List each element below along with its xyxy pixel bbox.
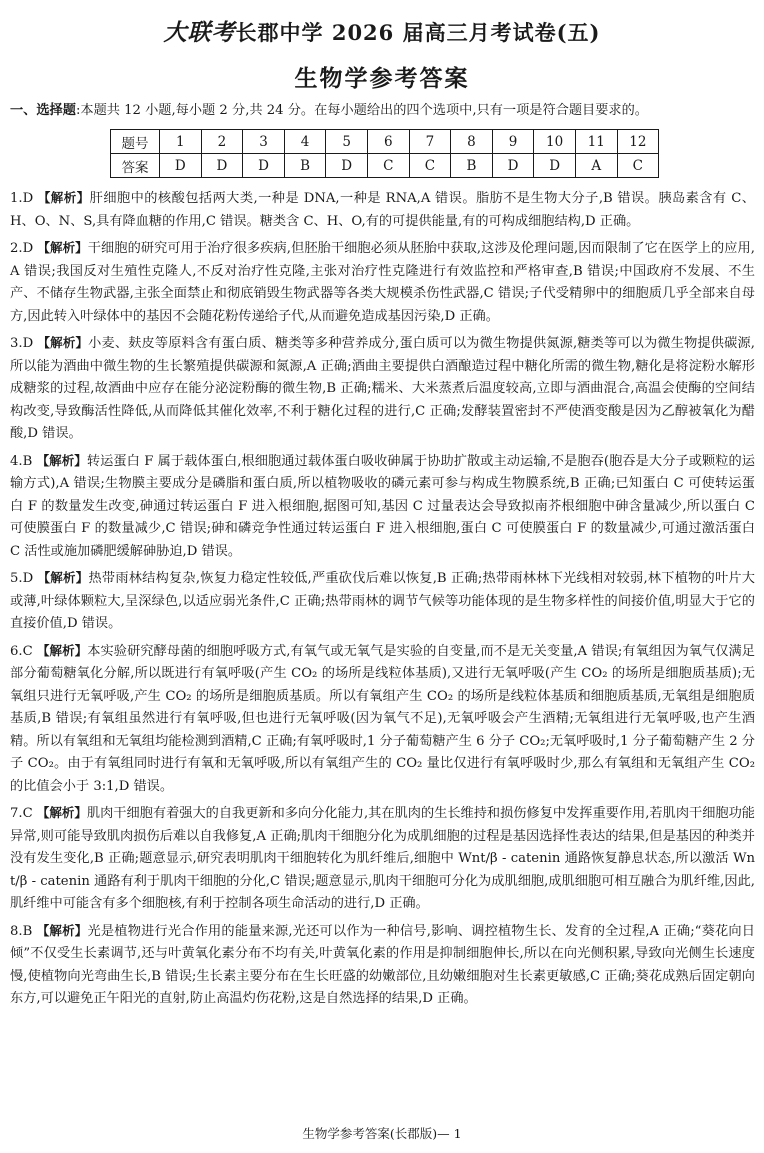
analysis-tag: 【解析】	[37, 240, 88, 255]
item-number: 4.B	[10, 453, 33, 469]
answer-cell: D	[160, 154, 202, 178]
item-text: 干细胞的研究可用于治疗很多疾病,但胚胎干细胞必须从胚胎中获取,这涉及伦理问题,因而限制了它在医学上的应用,A 错误;我国反对生殖性克隆人,不反对治疗性克隆,主张对治疗性克隆进行有效监控和严格审查,B 错误;中国政府不发展、不生产、不储存生物武器,主张全面禁止和彻底销毁生物武器等各类大规模杀伤性武器,C 错误;子代受精卵中的细胞质几乎全部来自母方,因此转入叶绿体中的基因不会随花粉传递给子代,从而避免造成基因污染,D 正确。	[10, 241, 755, 324]
answer-cell: C	[617, 154, 659, 178]
explanation-item	[10, 920, 755, 1011]
item-text: 肌肉干细胞有着强大的自我更新和多向分化能力,其在肌肉的生长维持和损伤修复中发挥重要作用,若肌肉干细胞功能异常,则可能导致肌肉损伤后难以自我修复,A 正确;肌肉干细胞分化为成肌细胞的过程是基因选择性表达的结果,但是基因的种类并没有发生变化,B 正确;题意显示,研究表明肌肉干细胞转化为肌纤维后,细胞中 Wnt/β - catenin 通路恢复静息状态,所以激活 Wnt/β - catenin 通路有利于肌肉干细胞的分化,C 错误;题意显示,肌肉干细胞可分化为成肌细胞,成肌细胞可相互融合为肌纤维,因此,肌纤维中可能含有多个细胞核,有利于控制各项生命活动的进行,D 正确。	[10, 806, 755, 911]
item-number: 8.B	[10, 923, 33, 939]
explanation-item	[10, 332, 755, 446]
answer-table-row-numbers	[111, 130, 659, 154]
document-title: 生物学参考答案	[294, 65, 470, 92]
answer-cell: D	[534, 154, 576, 178]
answer-cell: A	[575, 154, 617, 178]
analysis-tag: 【解析】	[37, 570, 89, 585]
item-number: 6.C	[10, 643, 33, 659]
question-number: 11	[575, 130, 617, 154]
answer-cell: C	[409, 154, 451, 178]
page-footer: 生物学参考答案(长郡版)— 1	[302, 1126, 462, 1141]
question-number: 8	[451, 130, 493, 154]
exam-header	[0, 14, 764, 47]
item-text: 小麦、麸皮等原料含有蛋白质、糖类等多种营养成分,蛋白质可以为微生物提供氮源,糖类等可以为微生物提供碳源,所以能为酒曲中微生物的生长繁殖提供碳源和氮源,A 正确;酒曲主要提供白酒酿造过程中糖化所需的微生物,糖化是将淀粉水解形成糖浆的过程,故酒曲中应存在能分泌淀粉酶的微生物,B 正确;糯米、大米蒸煮后温度较高,立即与酒曲混合,高温会使酶的空间结构改变,导致酶活性降低,从而降低其催化效率,不利于糖化过程的进行,C 正确;发酵装置密封不严使酒变酸是因为乙醇被氧化为醋酸,D 错误。	[10, 336, 755, 441]
exam-title: 长郡中学 2026 届高三月考试卷(五)	[235, 20, 601, 45]
analysis-tag: 【解析】	[37, 335, 89, 350]
question-number: 4	[284, 130, 326, 154]
question-number: 12	[617, 130, 659, 154]
explanation-item	[10, 187, 755, 233]
answer-cell: D	[243, 154, 285, 178]
question-number: 7	[409, 130, 451, 154]
item-text: 肝细胞中的核酸包括两大类,一种是 DNA,一种是 RNA,A 错误。脂肪不是生物大分子,B 错误。胰岛素含有 C、H、O、N、S,具有降血糖的作用,C 错误。糖类含 C、H、O,有的可提供能量,有的可构成细胞结构,D 正确。	[10, 191, 755, 229]
explanation-item	[10, 567, 755, 636]
question-number: 3	[243, 130, 285, 154]
section-heading	[10, 101, 758, 121]
answer-cell: B	[451, 154, 493, 178]
analysis-tag: 【解析】	[37, 190, 90, 205]
section-instructions: :本题共 12 小题,每小题 2 分,共 24 分。在每小题给出的四个选项中,只有一项是符合题目要求的。	[75, 103, 648, 118]
analysis-tag: 【解析】	[36, 805, 87, 820]
answer-table	[110, 129, 659, 178]
item-text: 转运蛋白 F 属于载体蛋白,根细胞通过载体蛋白吸收砷属于协助扩散或主动运输,不是胞吞(胞吞是大分子或颗粒的运输方式),A 错误;生物膜主要成分是磷脂和蛋白质,所以植物吸收的磷元素可参与构成生物膜系统,B 正确;已知蛋白 C 可使转运蛋白 F 的数量发生改变,砷通过转运蛋白 F 进入根细胞,据图可知,基因 C 过量表达会导致拟南芥根细胞中砷含量减少,所以蛋白 C 可使膜蛋白 F 的数量减少,C 错误;砷和磷竞争性通过转运蛋白 F 进入根细胞,蛋白 C 可使膜蛋白 F 的数量减少,可通过激活蛋白 C 活性或施加磷肥缓解砷胁迫,D 错误。	[10, 453, 755, 559]
item-text: 热带雨林结构复杂,恢复力稳定性较低,严重砍伐后难以恢复,B 正确;热带雨林林下光线相对较弱,林下植物的叶片大或薄,叶绿体颗粒大,呈深绿色,以适应弱光条件,C 正确;热带雨林的调节气候等功能体现的是生物多样性的间接价值,明显大于它的直接价值,D 错误。	[10, 571, 755, 631]
question-number: 5	[326, 130, 368, 154]
explanation-list	[10, 187, 755, 1015]
item-text: 光是植物进行光合作用的能量来源,光还可以作为一种信号,影响、调控植物生长、发育的全过程,A 正确;“葵花向日倾”不仅受生长素调节,还与叶黄氧化素分布不均有关,叶黄氧化素的作用是抑制细胞伸长,所以在向光侧积累,导致向光侧生长速度慢,使植物向光弯曲生长,B 错误;生长素主要分布在生长旺盛的幼嫩部位,且幼嫩细胞对生长素更敏感,C 正确;葵花成熟后固定朝向东方,可以避免正午阳光的直射,防止高温灼伤花粉,这是自然选择的结果,D 正确。	[10, 923, 755, 1006]
item-number: 3.D	[10, 336, 34, 351]
question-number: 2	[201, 130, 243, 154]
answer-cell: C	[367, 154, 409, 178]
question-number: 9	[492, 130, 534, 154]
item-number: 5.D	[10, 571, 34, 586]
answer-table-row-answers	[111, 154, 659, 178]
item-text: 本实验研究酵母菌的细胞呼吸方式,有氧气或无氧气是实验的自变量,而不是无关变量,A 错误;有氧组因为氧气仅满足部分葡萄糖氧化分解,所以既进行有氧呼吸(产生 CO₂ 的场所是线粒体基质),又进行无氧呼吸(产生 CO₂ 的场所是细胞质基质);无氧组只进行无氧呼吸,产生 CO₂ 的场所是细胞质基质。所以有氧组产生 CO₂ 的场所是线粒体基质和细胞质基质,无氧组是细胞质基质,B 错误;有氧组虽然进行有氧呼吸,但也进行无氧呼吸(因为氧气不足),无氧呼吸会产生酒精;无氧组进行无氧呼吸,也产生酒精。所以有氧组和无氧组均能检测到酒精,C 正确;有氧呼吸时,1 分子葡萄糖产生 6 分子 CO₂;无氧呼吸时,1 分子葡萄糖产生 2 分子 CO₂。由于有氧组同时进行有氧和无氧呼吸,所以有氧组产生的 CO₂ 量比仅进行有氧呼吸时少,那么有氧组和无氧组产生 CO₂ 的比值会小于 3:1,D 错误。	[10, 643, 755, 794]
answer-cell: D	[492, 154, 534, 178]
answer-cell: D	[201, 154, 243, 178]
explanation-item	[10, 802, 755, 916]
brand-logo-text: 大联考	[163, 19, 236, 46]
question-number: 6	[367, 130, 409, 154]
question-number: 1	[160, 130, 202, 154]
section-label: 一、选择题	[10, 103, 76, 118]
answer-cell: B	[284, 154, 326, 178]
analysis-tag: 【解析】	[36, 452, 87, 468]
row-label-number: 题号	[111, 130, 160, 154]
explanation-item	[10, 450, 755, 564]
explanation-item	[10, 640, 755, 799]
question-number: 10	[534, 130, 576, 154]
item-number: 1.D	[10, 191, 34, 206]
analysis-tag: 【解析】	[36, 642, 88, 658]
item-number: 7.C	[10, 806, 33, 821]
item-number: 2.D	[10, 241, 34, 256]
explanation-item	[10, 237, 755, 328]
row-label-answer: 答案	[111, 154, 160, 178]
answer-cell: D	[326, 154, 368, 178]
analysis-tag: 【解析】	[36, 922, 88, 938]
